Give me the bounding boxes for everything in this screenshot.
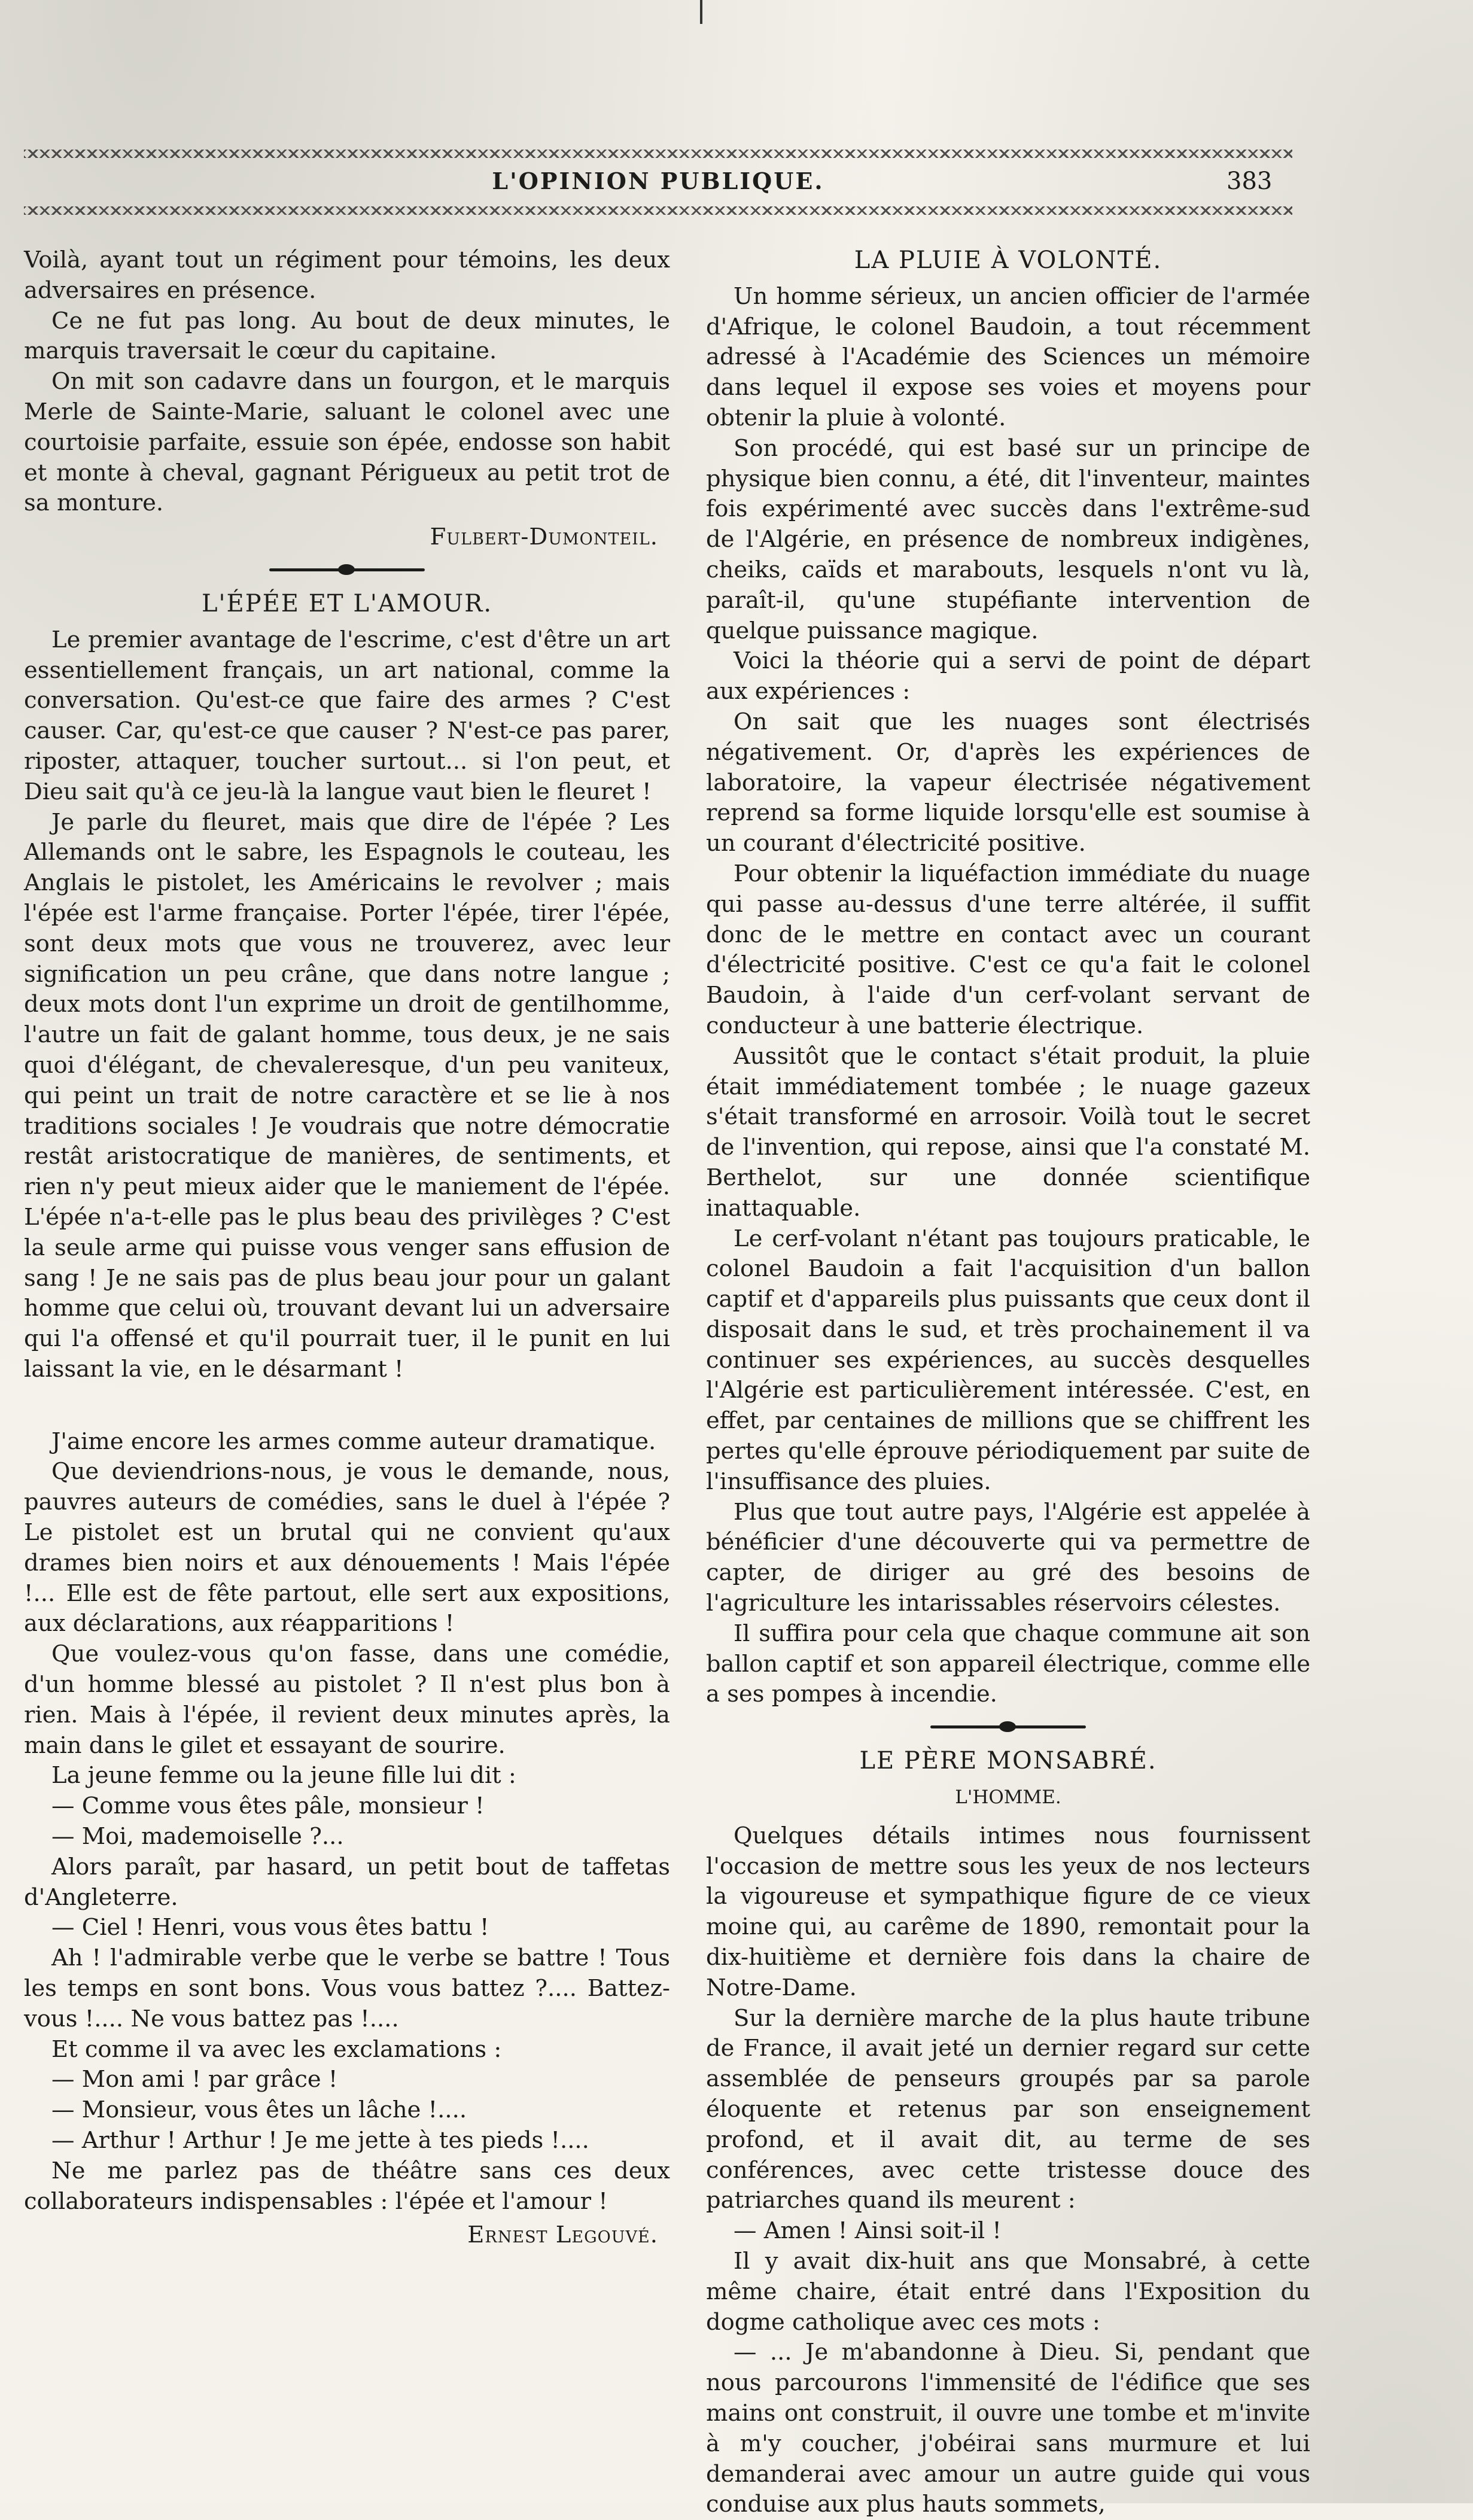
paragraph: Voici la théorie qui a servi de point de départ aux expériences : — [706, 647, 1310, 705]
paragraph: Ah ! l'admirable verbe que le verbe se battre ! Tous les temps en sont bons. Vous vous battez ?.... Battez-vous !.... Ne vous battez pas !.... — [24, 1944, 670, 2032]
dialogue-line: — Arthur ! Arthur ! Je me jette à tes pieds !.... — [51, 2127, 589, 2154]
paragraph: Ce ne fut pas long. Au bout de deux minutes, le marquis traversait le cœur du capitaine. — [24, 307, 670, 365]
author-signature: Fulbert-Dumonteil. — [430, 524, 658, 551]
paragraph: Pour obtenir la liquéfaction immédiate du nuage qui passe au-dessus d'une terre altérée, il suffit donc de le mettre en contact avec un courant d'électricité positive. C'est ce qu'a fait le colonel Baudoin, à l'aide d'un cerf-volant servant de conducteur à une batterie électrique. — [706, 860, 1310, 1039]
paragraph: Que deviendrions-nous, je vous le demande, nous, pauvres auteurs de comédies, sans le duel à l'épée ? Le pistolet est un brutal qui ne convient qu'aux drames bien noirs et aux dénouements ! Mais l'épée !... Elle est de fête partout, elle sert aux expositions, aux déclarations, aux réapparitions ! — [24, 1458, 670, 1638]
dialogue-line: — Monsieur, vous êtes un lâche !.... — [51, 2096, 467, 2124]
header-rule-top — [24, 150, 1292, 158]
paragraph: Le cerf-volant n'étant pas toujours praticable, le colonel Baudoin a fait l'acquisition d'un ballon captif et d'appareils plus puissants que ceux dont il disposait dans le sud, et très prochainement il va continuer ses expériences, au succès desquelles l'Algérie est particulièrement intéressée. C'est, en effet, par centaines de millions que se chiffrent les pertes qu'elle éprouve périodiquement par suite de l'insuffisance des pluies. — [706, 1225, 1310, 1495]
dialogue-line: — Mon ami ! par grâce ! — [51, 2066, 338, 2093]
section-title-pere: LE PÈRE MONSABRÉ. — [859, 1747, 1157, 1775]
quote-line: — Amen ! Ainsi soit-il ! — [734, 2217, 1002, 2245]
column-rule — [700, 0, 702, 24]
section-title-epee: L'ÉPÉE ET L'AMOUR. — [201, 589, 493, 617]
section-title-pluie: LA PLUIE À VOLONTÉ. — [854, 246, 1162, 274]
paragraph: Que voulez-vous qu'on fasse, dans une comédie, d'un homme blessé au pistolet ? Il n'est plus bon à rien. Mais à l'épée, il revient deux minutes après, la main dans le gilet et essayant de sourire. — [24, 1641, 670, 1759]
dialogue-line: — Ciel ! Henri, vous vous êtes battu ! — [51, 1914, 489, 1941]
paragraph: Un homme sérieux, un ancien officier de l'armée d'Afrique, le colonel Baudoin, a tout récemment adressé à l'Académie des Sciences un mémoire dans lequel il expose ses voies et moyens pour obtenir la pluie à volonté. — [706, 282, 1310, 431]
paragraph: Le premier avantage de l'escrime, c'est d'être un art essentiellement français, un art national, comme la conversation. Qu'est-ce que faire des armes ? C'est causer. Car, qu'est-ce que causer ? N'est-ce pas parer, riposter, attaquer, toucher surtout... si l'on peut, et Dieu sait qu'à ce jeu-là la langue vaut bien le fleuret ! — [24, 626, 670, 805]
paragraph: Voilà, ayant tout un régiment pour témoins, les deux adversaires en présence. — [24, 246, 670, 304]
right-column — [706, 245, 1310, 2520]
section-divider — [706, 1715, 1310, 1739]
dialogue-line: — Comme vous êtes pâle, monsieur ! — [51, 1792, 485, 1820]
paragraph: Son procédé, qui est basé sur un principe de physique bien connu, a été, dit l'inventeur, maintes fois expérimenté avec succès dans l'extrême-sud de l'Algérie, en présence de nombreux indigènes, cheiks, caïds et marabouts, lesquels n'ont vu là, paraît-il, qu'une stupéfiante intervention de quelque puissance magique. — [706, 434, 1310, 644]
section-divider — [24, 558, 670, 582]
paragraph: Alors paraît, par hasard, un petit bout de taffetas d'Angleterre. — [24, 1853, 670, 1911]
paragraph: On sait que les nuages sont électrisés négativement. Or, d'après les expériences de laboratoire, la vapeur électrisée négativement reprend sa forme liquide lorsqu'elle est soumise à un courant d'électricité positive. — [706, 708, 1310, 857]
author-signature: Ernest Legouvé. — [467, 2221, 658, 2249]
page-number: 383 — [1227, 168, 1273, 195]
paragraph: Sur la dernière marche de la plus haute tribune de France, il avait jeté un dernier regard sur cette assemblée de penseurs groupés par sa parole éloquente et retenus par son enseignement profond, et il avait dit, au terme de ses conférences, avec cette tristesse douce des patriarches quand ils meurent : — [706, 2004, 1310, 2214]
paragraph: Et comme il va avec les exclamations : — [51, 2035, 502, 2063]
paragraph: Je parle du fleuret, mais que dire de l'épée ? Les Allemands ont le sabre, les Espagnols le couteau, les Anglais le pistolet, les Américains le revolver ; mais l'épée est l'arme française. Porter l'épée, tirer l'épée, sont deux mots que vous ne trouverez, avec leur signification un peu crâne, que dans notre langue ; deux mots dont l'un exprime un droit de gentilhomme, l'autre un fait de galant homme, tous deux, je ne sais quoi d'élégant, de chevaleresque, d'un peu vaniteux, qui peint un trait de notre caractère et se lie à nos traditions sociales ! Je voudrais que notre démocratie restât aristocratique de manières, de sentiments, et rien n'y peut mieux aider que le maniement de l'épée. L'épée n'a-t-elle pas le plus beau des privilèges ? C'est la seule arme qui puisse vous venger sans effusion de sang ! Je ne sais pas de plus beau jour pour un galant homme que celui où, trouvant devant lui un adversaire qui l'a offensé et qu'il pourrait tuer, il le punit en lui laissant la vie, en le désarmant ! — [24, 808, 670, 1383]
paragraph: La jeune femme ou la jeune fille lui dit : — [51, 1762, 516, 1789]
page-title: L'OPINION PUBLIQUE. — [492, 168, 824, 194]
paragraph: Plus que tout autre pays, l'Algérie est appelée à bénéficier d'une découverte qui va permettre de capter, de diriger au gré des besoins de l'agriculture les intarissables réservoirs célestes. — [706, 1498, 1310, 1617]
quote-paragraph: — ... Je m'abandonne à Dieu. Si, pendant que nous parcourons l'immensité de l'édifice que ses mains ont construit, il ouvre une tombe et m'invite à m'y coucher, j'obéirai sans murmure et lui demanderai avec amour un autre guide qui vous conduise aux plus hauts sommets, — [706, 2339, 1310, 2518]
paragraph: Aussitôt que le contact s'était produit, la pluie était immédiatement tombée ; le nuage gazeux s'était transformé en arrosoir. Voilà tout le secret de l'invention, qui repose, ainsi que l'a constaté M. Berthelot, sur une donnée scientifique inattaquable. — [706, 1042, 1310, 1222]
paragraph: Il suffira pour cela que chaque commune ait son ballon captif et son appareil électrique, comme elle a ses pompes à incendie. — [706, 1620, 1310, 1708]
left-column — [24, 245, 670, 2251]
paragraph: J'aime encore les armes comme auteur dramatique. — [51, 1428, 656, 1455]
header-rule-bottom — [24, 206, 1292, 215]
dialogue-line: — Moi, mademoiselle ?... — [51, 1823, 344, 1851]
paragraph: On mit son cadavre dans un fourgon, et le marquis Merle de Sainte-Marie, saluant le colonel avec une courtoisie parfaite, essuie son épée, endosse son habit et monte à cheval, gagnant Périgueux au petit trot de sa monture. — [24, 368, 670, 517]
section-subtitle: L'HOMME. — [955, 1786, 1061, 1809]
column-gap — [24, 1385, 670, 1427]
paragraph: Quelques détails intimes nous fournissent l'occasion de mettre sous les yeux de nos lecteurs la vigoureuse et sympathique figure de ce vieux moine qui, au carême de 1890, remontait pour la dix-huitième et dernière fois dans la chaire de Notre-Dame. — [706, 1822, 1310, 2001]
paragraph: Il y avait dix-huit ans que Monsabré, à cette même chaire, était entré dans l'Exposition du dogme catholique avec ces mots : — [706, 2248, 1310, 2336]
paragraph: Ne me parlez pas de théâtre sans ces deux collaborateurs indispensables : l'épée et l'amour ! — [24, 2157, 670, 2215]
